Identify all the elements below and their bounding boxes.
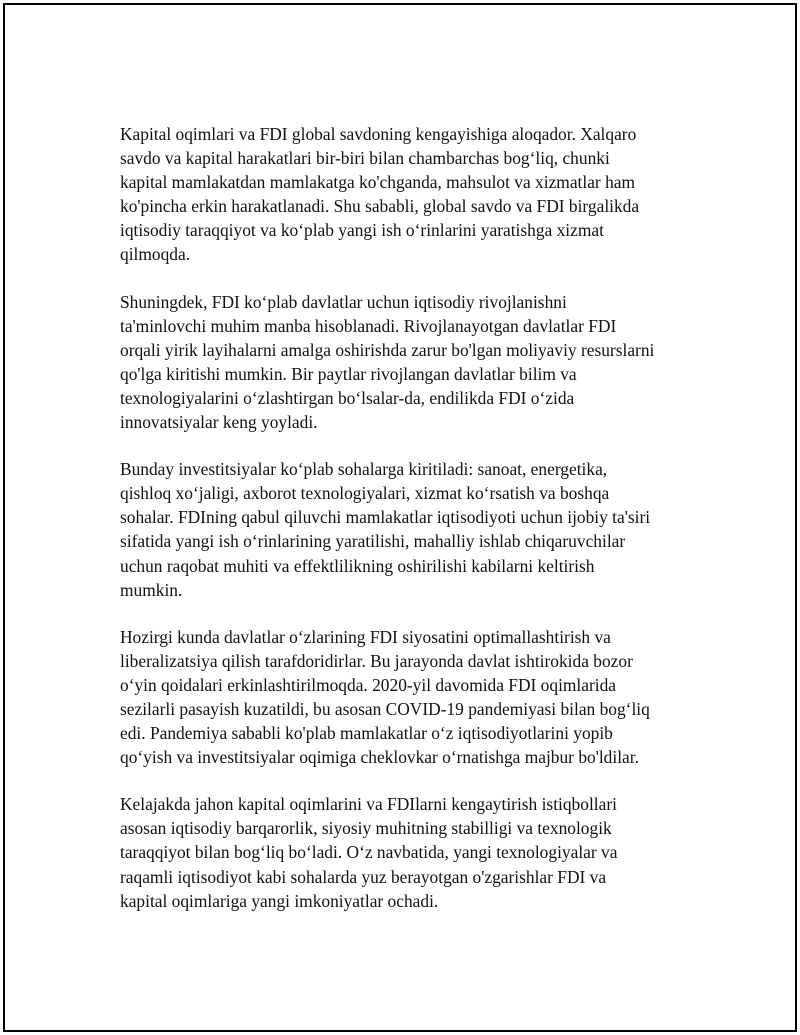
paragraph-3 — [120, 457, 700, 602]
text-line: o‘yin qoidalari erkinlashtirilmoqda. 2020-yil davomida FDI oqimlarida — [120, 674, 617, 695]
text-line: kapital oqimlariga yangi imkoniyatlar ochadi. — [120, 890, 439, 911]
text-line: Shuningdek, FDI ko‘plab davlatlar uchun iqtisodiy rivojlanishni — [120, 291, 567, 312]
text-line: edi. Pandemiya sababli ko'plab mamlakatlar o‘z iqtisodiyotlarini yopib — [120, 723, 613, 744]
text-line: uchun raqobat muhiti va effektlilikning oshirilishi kabilarni keltirish — [120, 555, 595, 576]
text-line: iqtisodiy taraqqiyot va ko‘plab yangi ish o‘rinlarini yaratishga xizmat — [120, 220, 604, 241]
document-body — [120, 122, 700, 936]
text-line: Hozirgi kunda davlatlar o‘zlarining FDI siyosatini optimallashtirish va — [120, 626, 611, 647]
text-line: qo‘yish va investitsiyalar oqimiga cheklovkar o‘rnatishga majbur bo'ldilar. — [120, 747, 639, 768]
text-line: orqali yirik layihalarni amalga oshirishda zarur bo'lgan moliyaviy resurslarni — [120, 339, 655, 360]
text-line: kapital mamlakatdan mamlakatga ko'chganda, mahsulot va xizmatlar ham — [120, 172, 636, 193]
text-line: ta'minlovchi muhim manba hisoblanadi. Rivojlanayotgan davlatlar FDI — [120, 315, 617, 336]
text-line: Bunday investitsiyalar ko‘plab sohalarga kiritiladi: sanoat, energetika, — [120, 459, 608, 480]
text-line: liberalizatsiya qilish tarafdoridirlar. Bu jarayonda davlat ishtirokida bozor — [120, 650, 633, 671]
page-border — [3, 3, 797, 1032]
text-line: asosan iqtisodiy barqarorlik, siyosiy muhitning stabilligi va texnologik — [120, 818, 612, 839]
paragraph-4 — [120, 625, 700, 770]
text-line: qo'lga kiritishi mumkin. Bir paytlar rivojlangan davlatlar bilim va — [120, 363, 577, 384]
text-line: sifatida yangi ish o‘rinlarining yaratilishi, mahalliy ishlab chiqaruvchilar — [120, 531, 626, 552]
text-line: raqamli iqtisodiyot kabi sohalarda yuz berayotgan o'zgarishlar FDI va — [120, 866, 607, 887]
text-line: taraqqiyot bilan bog‘liq bo‘ladi. O‘z navbatida, yangi texnologiyalar va — [120, 842, 618, 863]
paragraph-2 — [120, 290, 700, 435]
text-line: sohalar. FDIning qabul qiluvchi mamlakatlar iqtisodiyoti uchun ijobiy ta'siri — [120, 507, 651, 528]
text-line: Kapital oqimlari va FDI global savdoning kengayishiga aloqador. Xalqaro — [120, 124, 637, 144]
text-line: savdo va kapital harakatlari bir-biri bilan chambarchas bog‘liq, chunki — [120, 148, 610, 169]
text-line: texnologiyalarini o‘zlashtirgan bo‘lsalar-da, endilikda FDI o‘zida — [120, 387, 575, 408]
paragraph-5 — [120, 792, 700, 912]
text-line: mumkin. — [120, 579, 183, 600]
text-line: ko'pincha erkin harakatlanadi. Shu sababli, global savdo va FDI birgalikda — [120, 196, 640, 217]
text-line: Kelajakda jahon kapital oqimlarini va FDIlarni kengaytirish istiqbollari — [120, 794, 617, 815]
text-line: innovatsiyalar keng yoyladi. — [120, 412, 318, 433]
text-line: qilmoqda. — [120, 244, 191, 265]
text-line: sezilarli pasayish kuzatildi, bu asosan COVID-19 pandemiyasi bilan bog‘liq — [120, 698, 650, 719]
paragraph-1 — [120, 122, 700, 267]
text-line: qishloq xo‘jaligi, axborot texnologiyalari, xizmat ko‘rsatish va boshqa — [120, 483, 610, 504]
